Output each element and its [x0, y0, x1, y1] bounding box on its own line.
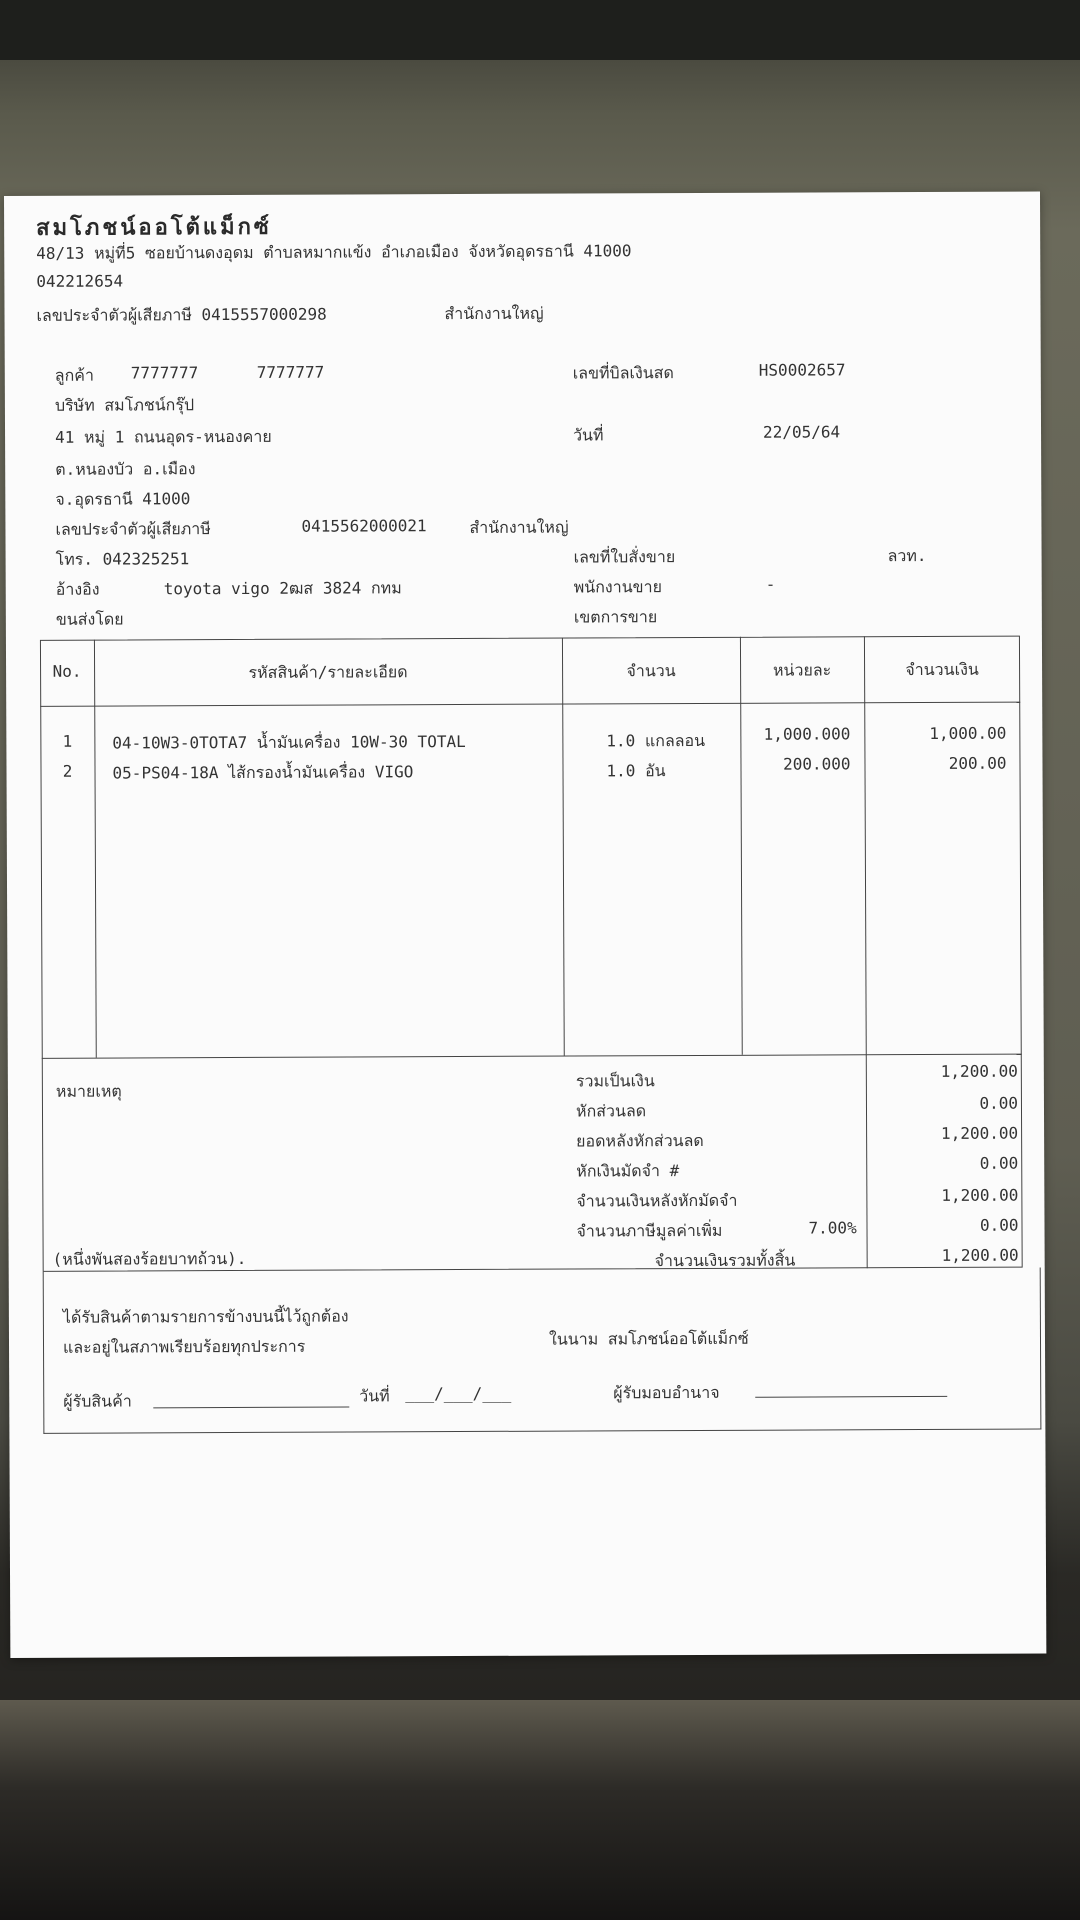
received-statement-1: ได้รับสินค้าตามรายการข้างบนนี้ไว้ถูกต้อง [62, 1306, 349, 1327]
receiver-label: ผู้รับสินค้า [63, 1391, 132, 1411]
remark-label: หมายเหตุ [55, 1081, 122, 1101]
subtotal-value: 1,200.00 [940, 1061, 1018, 1081]
row-unit-price: 1,000.000 [763, 724, 851, 744]
authorized-signature-line [755, 1378, 947, 1398]
bill-no: HS0002657 [758, 360, 846, 380]
customer-address-2: ต.หนองบัว อ.เมือง [55, 459, 196, 479]
discount-value: 0.00 [979, 1093, 1019, 1113]
row-unit-price: 200.000 [783, 754, 851, 774]
company-phone: 042212654 [36, 271, 124, 291]
invoice-date: 22/05/64 [762, 422, 841, 442]
on-behalf-of: ในนาม สมโภชน์ออโต้แม็กซ์ [548, 1328, 749, 1349]
deposit-label: หักเงินมัดจำ # [576, 1161, 680, 1181]
grand-total-label: จำนวนเงินรวมทั้งสิ้น [654, 1250, 796, 1271]
customer-name: บริษัท สมโภชน์กรุ๊ป [54, 395, 195, 415]
row-description: 04-10W3-0TOTA7 น้ำมันเครื่อง 10W-30 TOTAL [112, 731, 466, 753]
customer-branch: สำนักงานใหญ่ [469, 517, 569, 537]
grand-total-value: 1,200.00 [941, 1245, 1019, 1265]
authorized-label: ผู้รับมอบอำนาจ [613, 1382, 720, 1403]
after-deposit-label: จำนวนเงินหลังหักมัดจำ [576, 1190, 738, 1211]
salesman-value: - [765, 574, 776, 594]
salesman-label: พนักงานขาย [573, 577, 662, 597]
company-branch: สำนักงานใหญ่ [444, 303, 544, 324]
customer-address-1: 41 หมู่ 1 ถนนอุดร-หนองคาย [55, 426, 272, 447]
header-no: No. [52, 661, 82, 681]
amount-in-words: (หนึ่งพันสองร้อยบาทถ้วน). [52, 1248, 247, 1269]
after-deposit-value: 1,200.00 [941, 1185, 1019, 1205]
company-name: สมโภชน์ออโต้แม็กซ์ [36, 213, 272, 241]
reference-value: toyota vigo 2ฒส 3824 กทม [163, 578, 402, 599]
vat-rate: 7.00% [808, 1218, 857, 1238]
header-quantity: จำนวน [626, 661, 676, 681]
sales-zone-label: เขตการขาย [573, 607, 658, 627]
row-no: 2 [62, 761, 73, 781]
bill-no-label: เลขที่บิลเงินสด [572, 363, 674, 383]
receive-date-label: วันที่ [359, 1386, 390, 1406]
received-statement-2: และอยู่ในสภาพเรียบร้อยทุกประการ [62, 1336, 306, 1357]
customer-code-2: 7777777 [256, 362, 325, 382]
company-tax-id: เลขประจำตัวผู้เสียภาษี 0415557000298 [36, 304, 327, 325]
background-frame-bottom [0, 1700, 1080, 1920]
row-amount: 1,000.00 [929, 723, 1007, 743]
date-label: วันที่ [573, 425, 604, 445]
after-discount-value: 1,200.00 [940, 1123, 1019, 1143]
invoice-paper [4, 191, 1046, 1658]
customer-label: ลูกค้า [54, 365, 95, 385]
company-address: 48/13 หมู่ที่5 ซอยบ้านดงอุดม ตำบลหมากแข้ง อำเภอเมือง จังหวัดอุดรธานี 41000 [36, 241, 632, 263]
shipping-label: ขนส่งโดย [55, 609, 124, 629]
header-amount: จำนวนเงิน [905, 659, 979, 680]
customer-address-3: จ.อุดรธานี 41000 [55, 489, 191, 509]
row-quantity: 1.0 อัน [606, 761, 666, 781]
row-amount: 200.00 [948, 753, 1007, 773]
reference-label: อ้างอิง [55, 579, 100, 599]
customer-tax-id: 0415562000021 [301, 516, 427, 536]
row-quantity: 1.0 แกลลอน [606, 730, 706, 751]
header-description: รหัสสินค้า/รายละเอียด [248, 662, 408, 682]
row-no: 1 [62, 731, 73, 751]
receiver-signature-line [153, 1389, 349, 1409]
discount-label: หักส่วนลด [575, 1101, 647, 1121]
customer-tax-label: เลขประจำตัวผู้เสียภาษี [55, 519, 211, 539]
vat-value: 0.00 [979, 1215, 1019, 1235]
receive-date-blank: ___/___/___ [405, 1383, 512, 1404]
row-description: 05-PS04-18A ไส้กรองน้ำมันเครื่อง VIGO [112, 762, 414, 783]
customer-code: 7777777 [130, 363, 199, 383]
deposit-value: 0.00 [979, 1153, 1019, 1173]
header-unit-price: หน่วยละ [772, 660, 832, 680]
background-frame-top [0, 0, 1080, 60]
after-discount-label: ยอดหลังหักส่วนลด [576, 1130, 704, 1151]
order-no-label: เลขที่ใบสั่งขาย [573, 547, 676, 567]
subtotal-label: รวมเป็นเงิน [575, 1071, 655, 1091]
customer-phone: โทร. 042325251 [55, 549, 190, 569]
order-no-value: ลวท. [887, 545, 927, 566]
vat-label: จำนวนภาษีมูลค่าเพิ่ม [576, 1220, 723, 1241]
